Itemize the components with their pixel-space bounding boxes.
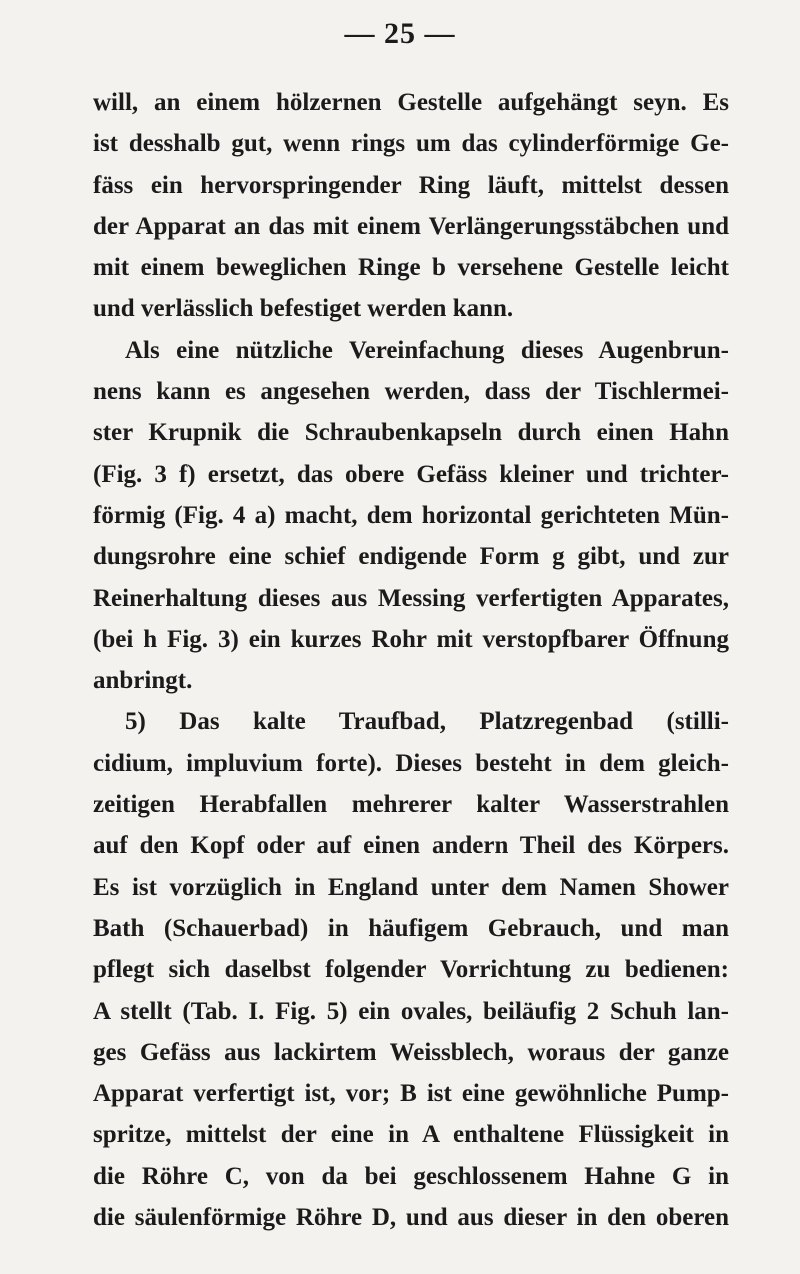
text-line: ster Krupnik die Schraubenkapseln durch einen Hahn <box>93 419 729 447</box>
text-line: der Apparat an das mit einem Verlängerungsstäbchen und <box>93 212 729 240</box>
text-line: mit einem beweglichen Ringe b versehene Gestelle leicht <box>93 254 729 282</box>
text-line: ist desshalb gut, wenn rings um das cylinderförmige Ge- <box>93 130 729 158</box>
text-line: (Fig. 3 f) ersetzt, das obere Gefäss kleiner und trichter- <box>93 460 729 488</box>
text-line: 5) Das kalte Traufbad, Platzregenbad (stilli- <box>125 708 729 736</box>
text-line: dungsrohre eine schief endigende Form g gibt, und zur <box>93 543 729 571</box>
body-text <box>93 82 729 1238</box>
text-line: fäss ein hervorspringender Ring läuft, mittelst dessen <box>93 171 729 199</box>
text-line: cidium, impluvium forte). Dieses besteht in dem gleich- <box>93 749 729 777</box>
text-line: die säulenförmige Röhre D, und aus dieser in den oberen <box>93 1204 729 1232</box>
text-line: Als eine nützliche Vereinfachung dieses Augenbrun- <box>125 336 729 364</box>
text-line: will, an einem hölzernen Gestelle aufgehängt seyn. Es <box>93 89 729 116</box>
text-line: Apparat verfertigt ist, vor; B ist eine gewöhnliche Pump- <box>93 1080 729 1108</box>
text-line: und verlässlich befestiget werden kann. <box>93 295 514 323</box>
text-line: Reinerhaltung dieses aus Messing verfertigten Apparates, <box>93 584 729 612</box>
text-line: Es ist vorzüglich in England unter dem Namen Shower <box>93 873 729 901</box>
text-line: zeitigen Herabfallen mehrerer kalter Wasserstrahlen <box>93 791 729 819</box>
text-line: Bath (Schauerbad) in häufigem Gebrauch, und man <box>93 914 729 942</box>
text-line: A stellt (Tab. I. Fig. 5) ein ovales, beiläufig 2 Schuh lan- <box>93 997 729 1025</box>
text-line: nens kann es angesehen werden, dass der Tischlermei- <box>93 378 729 406</box>
text-line: die Röhre C, von da bei geschlossenem Hahne G in <box>93 1162 729 1190</box>
text-line: auf den Kopf oder auf einen andern Theil des Körpers. <box>93 832 729 860</box>
text-line: spritze, mittelst der eine in A enthaltene Flüssigkeit in <box>93 1121 729 1149</box>
text-line: (bei h Fig. 3) ein kurzes Rohr mit verstopfbarer Öffnung <box>93 625 729 653</box>
text-line: förmig (Fig. 4 a) macht, dem horizontal gerichteten Mün- <box>93 501 729 529</box>
text-line: ges Gefäss aus lackirtem Weissblech, woraus der ganze <box>93 1038 729 1066</box>
page-number: — 25 — <box>344 17 456 50</box>
text-line: anbringt. <box>93 667 193 695</box>
text-line: pflegt sich daselbst folgender Vorrichtung zu bedienen: <box>93 956 729 984</box>
